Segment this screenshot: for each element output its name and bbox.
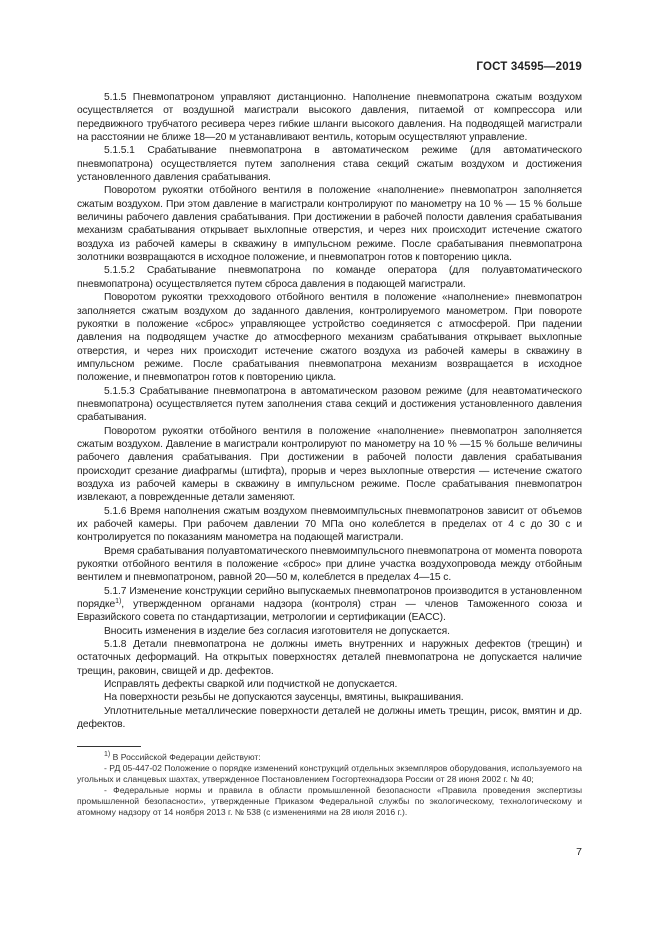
footnote-item: - РД 05-447-02 Положение о порядке изменений конструкций отдельных экземпляров оборудования, используемого на угольных и сланцевых шахтах, утвержденное Постановлением Госгортехнадзора России от 28 июня 2002 г. № 40; <box>77 763 582 785</box>
paragraph: Вносить изменения в изделие без согласия изготовителя не допускается. <box>104 625 450 637</box>
paragraph-text: , утвержденном органами надзора (контроля) стран — членов Таможенного союза и Евразийского совета по стандартизации, метрологии и сертификации (ЕАСС). <box>77 599 582 624</box>
paragraph: 5.1.5 Пневмопатроном управляют дистанционно. Наполнение пневмопатрона сжатым воздухом осуществляется от воздушной магистрали высокого давления, питаемой от компрессора или передвижного трубчатого ресивера через гибкие шланги высокого давления. На подводящей магистрали на расстоянии не ближе 18—20 м устанавливают вентиль, которым осуществляют управление. <box>77 92 582 144</box>
page-number: 7 <box>576 846 582 858</box>
main-text <box>77 91 582 732</box>
paragraph: 5.1.6 Время наполнения сжатым воздухом пневмоимпульсных пневмопатронов зависит от объемов их рабочей камеры. При рабочем давлении 70 МПа оно колеблется в пределах от 4 с до 30 с и контролируется по показаниям манометра на подающей магистрали. <box>77 505 582 544</box>
paragraph: Исправлять дефекты сваркой или подчисткой не допускается. <box>104 679 398 691</box>
paragraph: На поверхности резьбы не допускаются заусенцы, вмятины, выкрашивания. <box>104 692 464 704</box>
paragraph: Время срабатывания полуавтоматического пневмоимпульсного пневмопатрона от момента поворота рукоятки отбойного вентиля в положение «сброс» при длине участка воздухопровода между отбойным вентилем и пневмопатроном, равной 20—50 м, колеблется в пределах 4—15 с. <box>77 545 582 584</box>
paragraph-5-1-7 <box>77 585 582 625</box>
paragraph: Уплотнительные металлические поверхности деталей не должны иметь трещин, рисок, вмятин и др. дефектов. <box>77 705 582 731</box>
paragraph: Поворотом рукоятки трехходового отбойного вентиля в положение «наполнение» пневмопатрон заполняется сжатым воздухом до заданного давления, контролируемого манометром. При повороте рукоятки в положение «сброс» управляющее устройство соединяется с атмосферой. При падении давления на подводящем участке до атмосферного механизм срабатывания открывает выхлопные отверстия, и через них происходит истечение сжатого воздуха из рабочей камеры в скважину в импульсном режиме. После срабатывания пневмопатрона механизм возвращается в исходное положение, и пневмопатрон готов к повторению цикла. <box>77 292 582 384</box>
paragraph: 5.1.5.1 Срабатывание пневмопатрона в автоматическом режиме (для автоматического пневмопатрона) осуществляется путем заполнения става секций сжатым воздухом и достижения установленного давления срабатывания. <box>77 145 582 184</box>
footnote-item: - Федеральные нормы и правила в области промышленной безопасности «Правила проведения экспертизы промышленной безопасности», утвержденные Приказом Федеральной службы по экологическому, технологическому и атомному надзору от 14 ноября 2013 г. № 538 (с изменениями на 28 июля 2016 г.). <box>77 785 582 818</box>
paragraph: 5.1.8 Детали пневмопатрона не должны иметь внутренних и наружных дефектов (трещин) и остаточных деформаций. На открытых поверхностях деталей пневмопатрона не допускается наличие трещин, раковин, свищей и др. дефектов. <box>77 639 582 677</box>
footnote-reference: 1) <box>115 598 122 606</box>
footnote-intro <box>77 752 582 763</box>
paragraph: Поворотом рукоятки отбойного вентиля в положение «наполнение» пневмопатрон заполняется сжатым воздухом. Давление в магистрали контролируют по манометру на 10 % —15 % больше величины рабочего давления срабатывания. При достижении в рабочей полости давления срабатывания происходит срезание диафрагмы (штифта), прорыв и через выхлопные отверстия — истечение сжатого воздуха из рабочей камеры в скважину в импульсном режиме. После срабатывания пневмопатрон извлекают, а поврежденные детали заменяют. <box>77 425 582 504</box>
footnote-intro-text: В Российской Федерации действуют: <box>110 752 261 762</box>
paragraph-text: 5.1.7 Изменение конструкции серийно выпускаемых пневмопатронов производится в установленном порядке <box>77 585 582 611</box>
footnotes <box>77 752 582 819</box>
footnote-divider <box>77 746 141 747</box>
footnote-marker: 1) <box>104 751 111 758</box>
paragraph: 5.1.5.3 Срабатывание пневмопатрона в автоматическом разовом режиме (для неавтоматического пневмопатрона) осуществляется путем заполнения става секций и достижения установленного давления срабатывания. <box>77 385 582 424</box>
paragraph: Поворотом рукоятки отбойного вентиля в положение «наполнение» пневмопатрон заполняется сжатым воздухом. При этом давление в магистрали контролируют по манометру на 10 % — 15 % больше величины рабочего давления срабатывания. При достижении в рабочей полости давления срабатывания механизм срабатывания открывает выхлопные отверстия, и через них происходит истечение сжатого воздуха из рабочей камеры в скважину в импульсном режиме. После срабатывания пневмопатрона золотники возвращаются в исходное положение, и пневмопатрон готов к повторению цикла. <box>77 185 582 264</box>
paragraph: 5.1.5.2 Срабатывание пневмопатрона по команде оператора (для полуавтоматического пневмопатрона) осуществляется путем сброса давления в подающей магистрали. <box>77 265 582 290</box>
document-code: ГОСТ 34595—2019 <box>476 61 582 73</box>
